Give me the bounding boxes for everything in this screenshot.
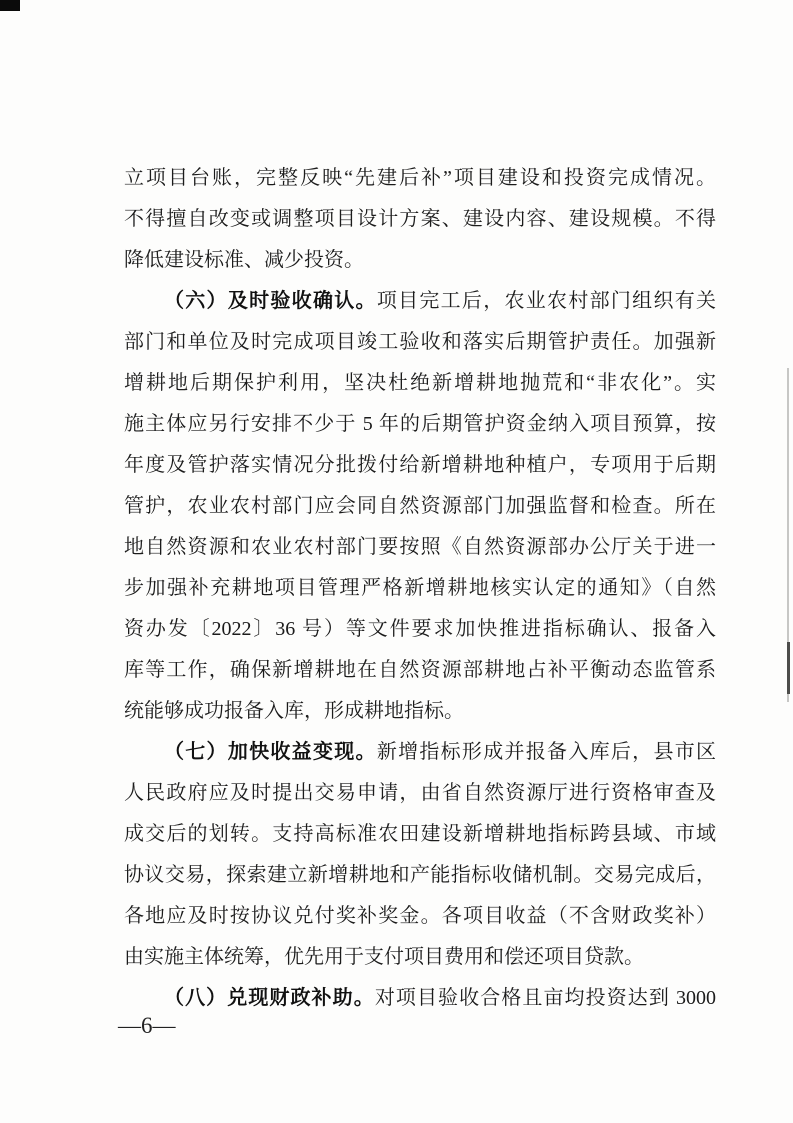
- text-line: [124, 650, 716, 691]
- line-text: 新增指标形成并报备入库后，县市区: [376, 741, 717, 763]
- scan-corner-mark: [0, 0, 20, 11]
- line-text: 统能够成功报备入库，形成耕地指标。: [124, 700, 464, 722]
- text-line: [124, 527, 716, 568]
- text-line: [124, 855, 716, 896]
- scan-edge-artifact-dark: [787, 642, 790, 694]
- line-text: 对项目验收合格且亩均投资达到 3000: [374, 987, 717, 1009]
- text-line: [124, 281, 716, 322]
- line-text: 部门和单位及时完成项目竣工验收和落实后期管护责任。加强新: [124, 331, 716, 353]
- text-line: [124, 732, 716, 773]
- paragraph-lead: （六）及时验收确认。: [164, 290, 377, 312]
- text-line: [124, 773, 716, 814]
- text-line: [124, 937, 716, 978]
- line-text: 项目完工后，农业农村部门组织有关: [376, 290, 717, 312]
- text-line: [124, 691, 716, 732]
- line-text: 降低建设标准、减少投资。: [124, 249, 364, 271]
- text-line: [124, 978, 716, 1019]
- line-text: 协议交易，探索建立新增耕地和产能指标收储机制。交易完成后，: [124, 864, 716, 886]
- text-line: [124, 199, 716, 240]
- text-line: [124, 445, 716, 486]
- line-text: 增耕地后期保护利用，坚决杜绝新增耕地抛荒和“非农化”。实: [124, 372, 716, 394]
- paragraph-lead: （八）兑现财政补助。: [164, 987, 375, 1009]
- line-text: 各地应及时按协议兑付奖补奖金。各项目收益（不含财政奖补）: [124, 905, 716, 927]
- line-text: 地自然资源和农业农村部门要按照《自然资源部办公厅关于进一: [124, 536, 716, 558]
- text-line: [124, 609, 716, 650]
- text-line: [124, 814, 716, 855]
- line-text: 立项目台账，完整反映“先建后补”项目建设和投资完成情况。: [124, 167, 716, 189]
- line-text: 人民政府应及时提出交易申请，由省自然资源厅进行资格审查及: [124, 782, 716, 804]
- page-number: —6—: [118, 1013, 176, 1038]
- text-line: [124, 158, 716, 199]
- document-body: [124, 158, 716, 1019]
- line-text: 由实施主体统筹，优先用于支付项目费用和偿还项目贷款。: [124, 946, 644, 968]
- text-line: [124, 363, 716, 404]
- text-line: [124, 896, 716, 937]
- line-text: 成交后的划转。支持高标准农田建设新增耕地指标跨县域、市域: [124, 823, 716, 845]
- line-text: 不得擅自改变或调整项目设计方案、建设内容、建设规模。不得: [124, 208, 716, 230]
- line-text: 步加强补充耕地项目管理严格新增耕地核实认定的通知》（自然: [124, 577, 716, 599]
- line-text: 库等工作，确保新增耕地在自然资源部耕地占补平衡动态监管系: [124, 659, 716, 681]
- text-line: [124, 486, 716, 527]
- text-line: [124, 404, 716, 445]
- line-text: 资办发〔2022〕36 号）等文件要求加快推进指标确认、报备入: [124, 618, 716, 640]
- paragraph-lead: （七）加快收益变现。: [164, 741, 377, 763]
- text-line: [124, 568, 716, 609]
- text-line: [124, 322, 716, 363]
- line-text: 施主体应另行安排不少于 5 年的后期管护资金纳入项目预算，按: [124, 413, 716, 435]
- line-text: 管护，农业农村部门应会同自然资源部门加强监督和检查。所在: [124, 495, 716, 517]
- line-text: 年度及管护落实情况分批拨付给新增耕地种植户，专项用于后期: [124, 454, 716, 476]
- text-line: [124, 240, 716, 281]
